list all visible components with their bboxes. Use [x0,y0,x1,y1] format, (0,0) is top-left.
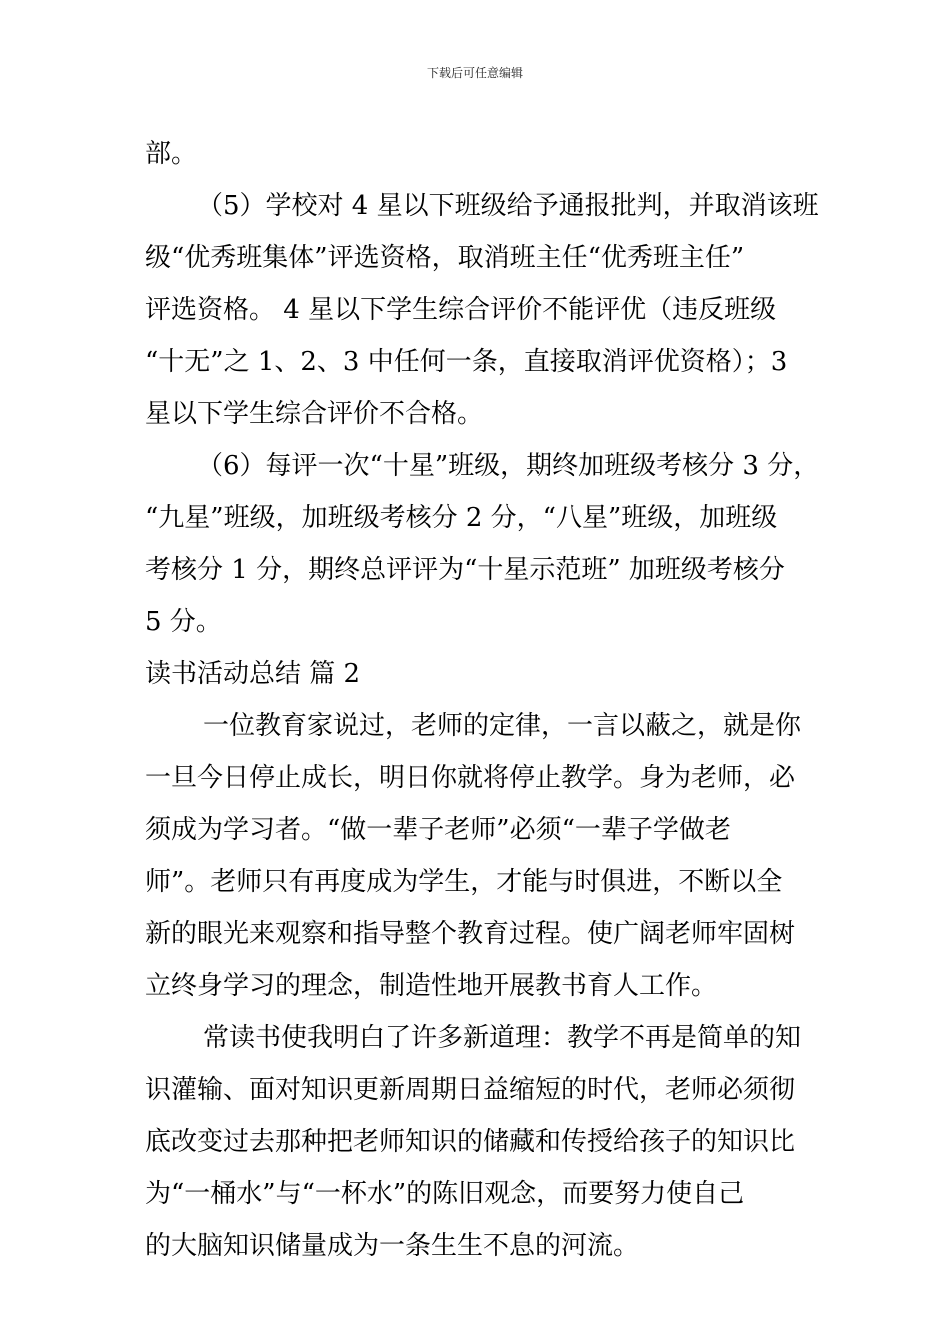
text-line: 考核分 1 分，期终总评评为“十星示范班” 加班级考核分 [145,555,785,585]
text-line: 为“一桶水”与“一杯水”的陈旧观念，而要努力使自己 [145,1179,745,1209]
text-line: 评选资格。 4 星以下学生综合评价不能评优（违反班级 [145,295,777,325]
text-line: 级“优秀班集体”评选资格，取消班主任“优秀班主任” [145,243,745,273]
paragraph-6-line: （6）每评一次“十星”班级，期终加班级考核分 3 分， [197,451,820,481]
text-line: “九星”班级，加班级考核分 2 分，“八星”班级，加班级 [145,503,778,533]
text-line: 新的眼光来观察和指导整个教育过程。使广阔老师牢固树 [145,919,796,949]
text-line: 的大脑知识储量成为一条生生不息的河流。 [145,1231,640,1261]
text-line: “十无”之 1、2、3 中任何一条，直接取消评优资格）；3 [145,347,788,377]
text-line: 识灌输、面对知识更新周期日益缩短的时代，老师必须彻 [145,1075,796,1105]
text-line: 5 分。 [145,607,222,637]
text-line: 师”。老师只有再度成为学生，才能与时俱进，不断以全 [145,867,783,897]
section-heading: 读书活动总结 篇 2 [145,659,361,689]
text-line: 立终身学习的理念，制造性地开展教书育人工作。 [145,971,718,1001]
page-header: 下载后可任意编辑 [426,66,523,80]
paragraph-line: 一位教育家说过，老师的定律，一言以蔽之，就是你 [203,711,802,741]
text-line: 底改变过去那种把老师知识的储藏和传授给孩子的知识比 [145,1127,796,1157]
text-line: 星以下学生综合评价不合格。 [145,399,484,429]
document-body [145,128,825,1272]
text-line: 一旦今日停止成长，明日你就将停止教学。身为老师，必 [145,763,796,793]
paragraph-5-line: （5）学校对 4 星以下班级给予通报批判，并取消该班 [197,191,819,221]
text-line: 须成为学习者。“做一辈子老师”必须“一辈子学做老 [145,815,731,845]
paragraph-line: 常读书使我明白了许多新道理：教学不再是简单的知 [203,1023,802,1053]
text-line: 部。 [145,139,198,169]
